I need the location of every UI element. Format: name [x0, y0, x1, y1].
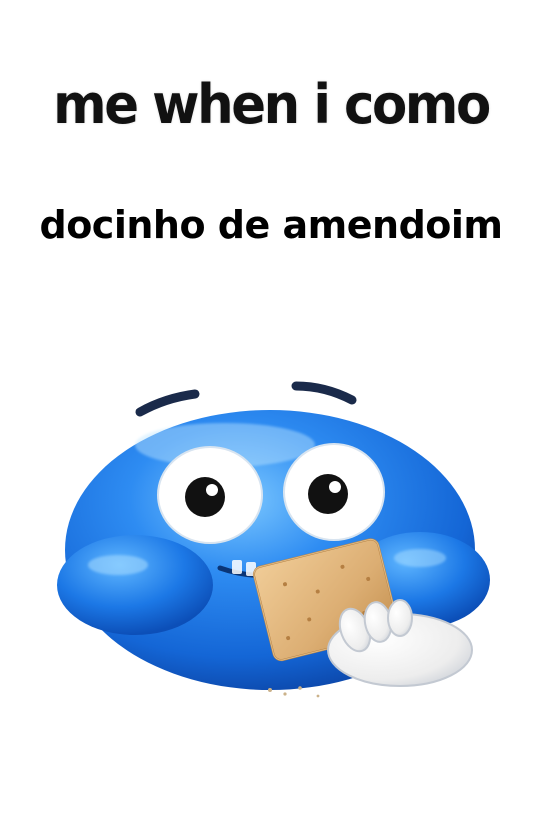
- left-cheek: [57, 535, 213, 635]
- top-caption: me when i como: [53, 73, 489, 136]
- right-pupil: [308, 474, 348, 514]
- left-pupil: [185, 477, 225, 517]
- left-eyebrow: [140, 394, 195, 412]
- sub-caption: docinho de amendoim: [39, 203, 503, 247]
- worried-blue-emoji-eating-icon: [0, 360, 542, 720]
- right-eyebrow: [296, 386, 352, 400]
